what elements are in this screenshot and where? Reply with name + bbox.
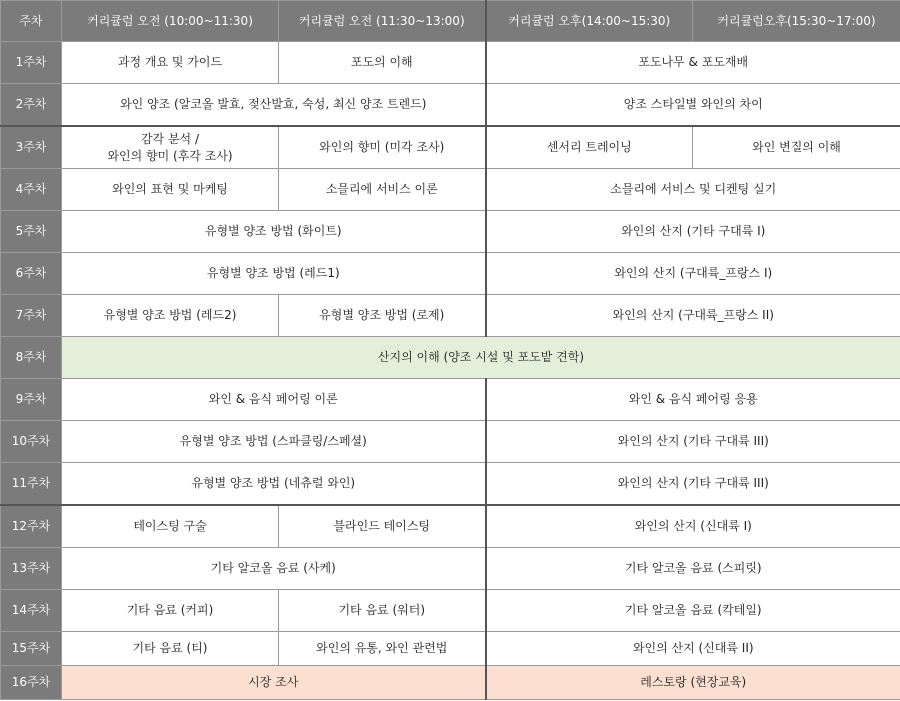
week-label: 2주차 <box>1 84 62 127</box>
week-label: 12주차 <box>1 505 62 548</box>
session-cell: 와인 양조 (알코올 발효, 젖산발효, 숙성, 최신 양조 트렌드) <box>62 84 486 127</box>
week-label: 8주차 <box>1 337 62 379</box>
session-cell: 블라인드 테이스팅 <box>279 505 486 548</box>
header-pm1: 커리큘럼 오후(14:00~15:30) <box>486 1 693 42</box>
header-week: 주차 <box>1 1 62 42</box>
session-cell: 센서리 트레이닝 <box>486 126 693 169</box>
week-row-16 <box>1 666 900 700</box>
session-cell: 과정 개요 및 가이드 <box>62 42 279 84</box>
week-row-3 <box>1 126 900 169</box>
week-row-2 <box>1 84 900 127</box>
week-row-1 <box>1 42 900 84</box>
week-row-14 <box>1 590 900 632</box>
session-cell: 기타 알코올 음료 (스피릿) <box>486 548 900 590</box>
session-cell: 와인 & 음식 페어링 이론 <box>62 379 486 421</box>
week-row-13 <box>1 548 900 590</box>
session-line-2: 와인의 향미 (후각 조사) <box>107 148 233 163</box>
session-cell: 와인의 표현 및 마케팅 <box>62 169 279 211</box>
week-label: 1주차 <box>1 42 62 84</box>
header-row <box>1 1 900 42</box>
session-cell: 와인 & 음식 페어링 응용 <box>486 379 900 421</box>
session-cell: 와인의 산지 (기타 구대륙 III) <box>486 421 900 463</box>
session-cell: 소믈리에 서비스 및 디켄팅 실기 <box>486 169 900 211</box>
week-row-9 <box>1 379 900 421</box>
session-cell: 와인의 산지 (구대륙_프랑스 I) <box>486 253 900 295</box>
week-row-11 <box>1 463 900 506</box>
session-cell: 유형별 양조 방법 (레드2) <box>62 295 279 337</box>
week-row-6 <box>1 253 900 295</box>
field-trip-cell: 산지의 이해 (양조 시설 및 포도밭 견학) <box>62 337 900 379</box>
session-cell: 소믈리에 서비스 이론 <box>279 169 486 211</box>
session-cell: 와인의 산지 (기타 구대륙 I) <box>486 211 900 253</box>
week-row-10 <box>1 421 900 463</box>
week-row-15 <box>1 632 900 666</box>
restaurant-training-cell: 레스토랑 (현장교육) <box>486 666 900 700</box>
session-cell <box>62 126 279 169</box>
session-cell: 포도나무 & 포도재배 <box>486 42 900 84</box>
session-cell: 기타 음료 (커피) <box>62 590 279 632</box>
session-cell: 양조 스타일별 와인의 차이 <box>486 84 900 127</box>
week-label: 13주차 <box>1 548 62 590</box>
session-cell: 기타 알코올 음료 (칵테일) <box>486 590 900 632</box>
session-cell: 유형별 양조 방법 (스파클링/스페셜) <box>62 421 486 463</box>
week-label: 14주차 <box>1 590 62 632</box>
session-cell: 기타 음료 (워터) <box>279 590 486 632</box>
week-label: 7주차 <box>1 295 62 337</box>
session-cell: 기타 알코올 음료 (사케) <box>62 548 486 590</box>
header-am1: 커리큘럼 오전 (10:00~11:30) <box>62 1 279 42</box>
week-row-12 <box>1 505 900 548</box>
session-cell: 유형별 양조 방법 (레드1) <box>62 253 486 295</box>
week-row-5 <box>1 211 900 253</box>
market-research-cell: 시장 조사 <box>62 666 486 700</box>
session-cell: 기타 음료 (티) <box>62 632 279 666</box>
session-cell: 테이스팅 구술 <box>62 505 279 548</box>
week-row-8 <box>1 337 900 379</box>
session-cell: 유형별 양조 방법 (로제) <box>279 295 486 337</box>
session-cell: 와인의 유통, 와인 관련법 <box>279 632 486 666</box>
session-cell: 유형별 양조 방법 (화이트) <box>62 211 486 253</box>
header-am2: 커리큘럼 오전 (11:30~13:00) <box>279 1 486 42</box>
week-label: 4주차 <box>1 169 62 211</box>
week-label: 3주차 <box>1 126 62 169</box>
week-label: 6주차 <box>1 253 62 295</box>
week-label: 16주차 <box>1 666 62 700</box>
week-label: 9주차 <box>1 379 62 421</box>
session-cell: 와인 변질의 이해 <box>693 126 900 169</box>
week-label: 15주차 <box>1 632 62 666</box>
session-line-1: 감각 분석 / <box>140 131 200 146</box>
week-label: 10주차 <box>1 421 62 463</box>
week-row-7 <box>1 295 900 337</box>
session-cell: 포도의 이해 <box>279 42 486 84</box>
week-label: 5주차 <box>1 211 62 253</box>
session-cell: 와인의 향미 (미각 조사) <box>279 126 486 169</box>
session-cell: 와인의 산지 (신대륙 I) <box>486 505 900 548</box>
session-cell: 와인의 산지 (기타 구대륙 III) <box>486 463 900 506</box>
week-row-4 <box>1 169 900 211</box>
week-label: 11주차 <box>1 463 62 506</box>
session-cell: 유형별 양조 방법 (네츄럴 와인) <box>62 463 486 506</box>
session-cell: 와인의 산지 (구대륙_프랑스 II) <box>486 295 900 337</box>
header-pm2: 커리큘럼오후(15:30~17:00) <box>693 1 900 42</box>
session-cell: 와인의 산지 (신대륙 II) <box>486 632 900 666</box>
